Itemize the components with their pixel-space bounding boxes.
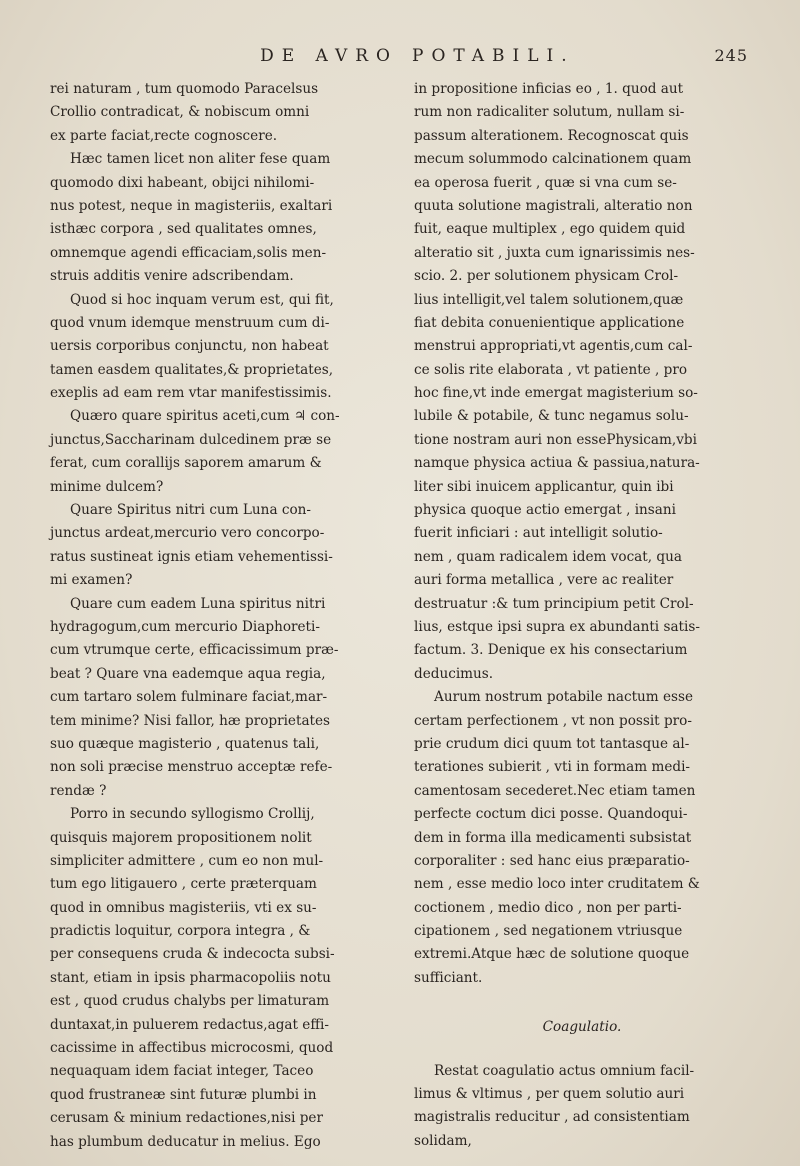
text-line: nem , esse medio loco inter cruditatem & <box>414 876 700 893</box>
text-line: menstrui appropriati,vt agentis,cum cal- <box>414 338 693 355</box>
text-line: simpliciter admittere , cum eo non mul- <box>50 852 324 869</box>
text-line: lius intelligit,vel talem solutionem,quæ <box>414 291 684 308</box>
text-line: nus potest, neque in magisteriis, exaltari <box>50 197 333 214</box>
text-line: rum non radicaliter solutum, nullam si- <box>414 104 685 121</box>
text-line: mecum solummodo calcinationem quam <box>414 151 692 168</box>
text-line: omnemque agendi efficaciam,solis men- <box>50 244 327 261</box>
text-line: Quæro quare spiritus aceti,cum ♃ con- <box>70 408 340 425</box>
text-line: lius, estque ipsi supra ex abundanti satis- <box>414 618 700 635</box>
text-line: quisquis majorem propositionem nolit <box>50 829 312 846</box>
running-header <box>0 46 800 74</box>
text-line: nequaquam idem faciat integer, Taceo <box>50 1063 314 1080</box>
text-line: magistralis reducitur , ad consistentiam <box>414 1109 690 1126</box>
text-line: duntaxat,in puluerem redactus,agat effi- <box>50 1016 329 1033</box>
text-line: passum alterationem. Recognoscat quis <box>414 127 689 144</box>
text-line: suo quæque magisterio , quatenus tali, <box>50 735 320 752</box>
text-line: fiat debita conuenientique applicatione <box>414 314 685 331</box>
text-line: cum vtrumque certe, efficacissimum præ- <box>50 642 339 659</box>
text-line: solidam, <box>414 1132 472 1149</box>
text-line: destruatur :& tum principium petit Crol- <box>414 595 694 612</box>
text-line: Quod si hoc inquam verum est, qui fit, <box>70 291 334 308</box>
text-line: quod frustraneæ sint futuræ plumbi in <box>50 1086 317 1103</box>
text-line: corporaliter : sed hanc eius præparatio- <box>414 852 690 869</box>
text-line: est , quod crudus chalybs per limaturam <box>50 993 330 1010</box>
text-line: quomodo dixi habeant, obijci nihilomi- <box>50 174 315 191</box>
text-line: fuerit inficiari : aut intelligit solutio- <box>414 525 663 542</box>
text-line: lubile & potabile, & tunc negamus solu- <box>414 408 689 425</box>
text-line: pradictis loquitur, corpora integra , & <box>50 923 311 940</box>
text-line: Aurum nostrum potabile nactum esse <box>434 689 694 706</box>
page-number: 245 <box>714 46 748 65</box>
text-line: Quare Spiritus nitri cum Luna con- <box>70 502 312 519</box>
text-line: ferat, cum corallijs saporem amarum & <box>50 455 322 472</box>
text-line: quod vnum idemque menstruum cum di- <box>50 314 330 331</box>
text-line: fuit, eaque multiplex , ego quidem quid <box>414 221 686 238</box>
text-line: namque physica actiua & passiua,natura- <box>414 455 700 472</box>
text-line: beat ? Quare vna eademque aqua regia, <box>50 665 326 682</box>
text-line: tione nostram auri non essePhysicam,vbi <box>414 431 697 448</box>
text-line: Porro in secundo syllogismo Crollij, <box>70 806 315 823</box>
text-line: extremi.Atque hæc de solutione quoque <box>414 946 690 963</box>
text-line: mi examen? <box>50 572 133 589</box>
text-line: stant, etiam in ipsis pharmacopoliis notu <box>50 969 331 986</box>
text-line: physica quoque actio emergat , insani <box>414 502 676 519</box>
text-line: camentosam secederet.Nec etiam tamen <box>414 782 696 799</box>
text-line: isthæc corpora , sed qualitates omnes, <box>50 221 317 238</box>
text-line: perfecte coctum dici posse. Quandoqui- <box>414 806 688 823</box>
text-line: ce solis rite elaborata , vt patiente , pro <box>414 361 688 378</box>
text-line: factum. 3. Denique ex his consectarium <box>414 642 688 659</box>
right-text-column <box>414 78 750 1153</box>
text-line: junctus,Saccharinam dulcedinem præ se <box>50 431 332 448</box>
text-line: cum tartaro solem fulminare faciat,mar- <box>50 689 328 706</box>
text-line: liter sibi inuicem applicantur, quin ibi <box>414 478 674 495</box>
text-line: tem minime? Nisi fallor, hæ proprietates <box>50 712 331 729</box>
text-line: quuta solutione magistrali, alteratio non <box>414 197 693 214</box>
text-line: nem , quam radicalem idem vocat, qua <box>414 548 682 565</box>
text-line: has plumbum deducatur in melius. Ego <box>50 1133 321 1150</box>
text-line: terationes subierit , vti in formam medi- <box>414 759 691 776</box>
text-line: ea operosa fuerit , quæ si vna cum se- <box>414 174 677 191</box>
text-line: dem in forma illa medicamenti subsistat <box>414 829 692 846</box>
text-line: cerusam & minium redactiones,nisi per <box>50 1110 323 1127</box>
text-line: auri forma metallica , vere ac realiter <box>414 572 674 589</box>
text-line: cipationem , sed negationem vtriusque <box>414 923 683 940</box>
text-line: Hæc tamen licet non aliter fese quam <box>70 151 331 168</box>
text-line: ratus sustineat ignis etiam vehementissi- <box>50 548 333 565</box>
text-line: rei naturam , tum quomodo Paracelsus <box>50 81 319 97</box>
text-line: per consequens cruda & indecocta subsi- <box>50 946 335 963</box>
text-line: tum ego litigauero , certe præterquam <box>50 876 317 893</box>
text-line: ex parte faciat,recte cognoscere. <box>50 127 278 144</box>
text-line: hydragogum,cum mercurio Diaphoreti- <box>50 618 320 635</box>
text-line: minime dulcem? <box>50 478 164 495</box>
text-line: tamen easdem qualitates,& proprietates, <box>50 361 334 378</box>
section-heading: Coagulatio. <box>542 1019 622 1036</box>
left-text-column <box>50 78 380 1154</box>
text-line: sufficiant. <box>414 969 483 986</box>
text-line: Crollio contradicat, & nobiscum omni <box>50 104 310 121</box>
text-line: junctus ardeat,mercurio vero concorpo- <box>50 525 325 542</box>
blank-spacer <box>414 1040 750 1060</box>
text-line: scio. 2. per solutionem physicam Crol- <box>414 268 679 285</box>
blank-spacer <box>414 990 750 1010</box>
text-line: in propositione inficias eo , 1. quod aut <box>414 81 684 97</box>
text-line: certam perfectionem , vt non possit pro- <box>414 712 692 729</box>
header-title-left: DE AVRO <box>260 46 398 66</box>
text-line: Restat coagulatio actus omnium facil- <box>434 1062 695 1079</box>
text-line: hoc fine,vt inde emergat magisterium so- <box>414 385 698 402</box>
text-line: alteratio sit , juxta cum ignarissimis nes- <box>414 244 695 261</box>
text-line: struis additis venire adscribendam. <box>50 268 294 285</box>
text-line: deducimus. <box>414 665 494 682</box>
text-line: prie crudum dici quum tot tantasque al- <box>414 735 690 752</box>
text-line: limus & vltimus , per quem solutio auri <box>414 1086 685 1103</box>
header-title-right: POTABILI. <box>412 46 575 66</box>
text-line: exeplis ad eam rem vtar manifestissimis. <box>50 385 332 402</box>
text-line: cacissime in affectibus microcosmi, quod <box>50 1040 334 1057</box>
text-line: uersis corporibus conjunctu, non habeat <box>50 338 329 355</box>
text-line: quod in omnibus magisteriis, vti ex su- <box>50 899 317 916</box>
text-line: coctionem , medio dico , non per parti- <box>414 899 682 916</box>
text-line: non soli præcise menstruo acceptæ refe- <box>50 759 333 776</box>
text-line: rendæ ? <box>50 782 107 799</box>
text-line: Quare cum eadem Luna spiritus nitri <box>70 595 326 612</box>
